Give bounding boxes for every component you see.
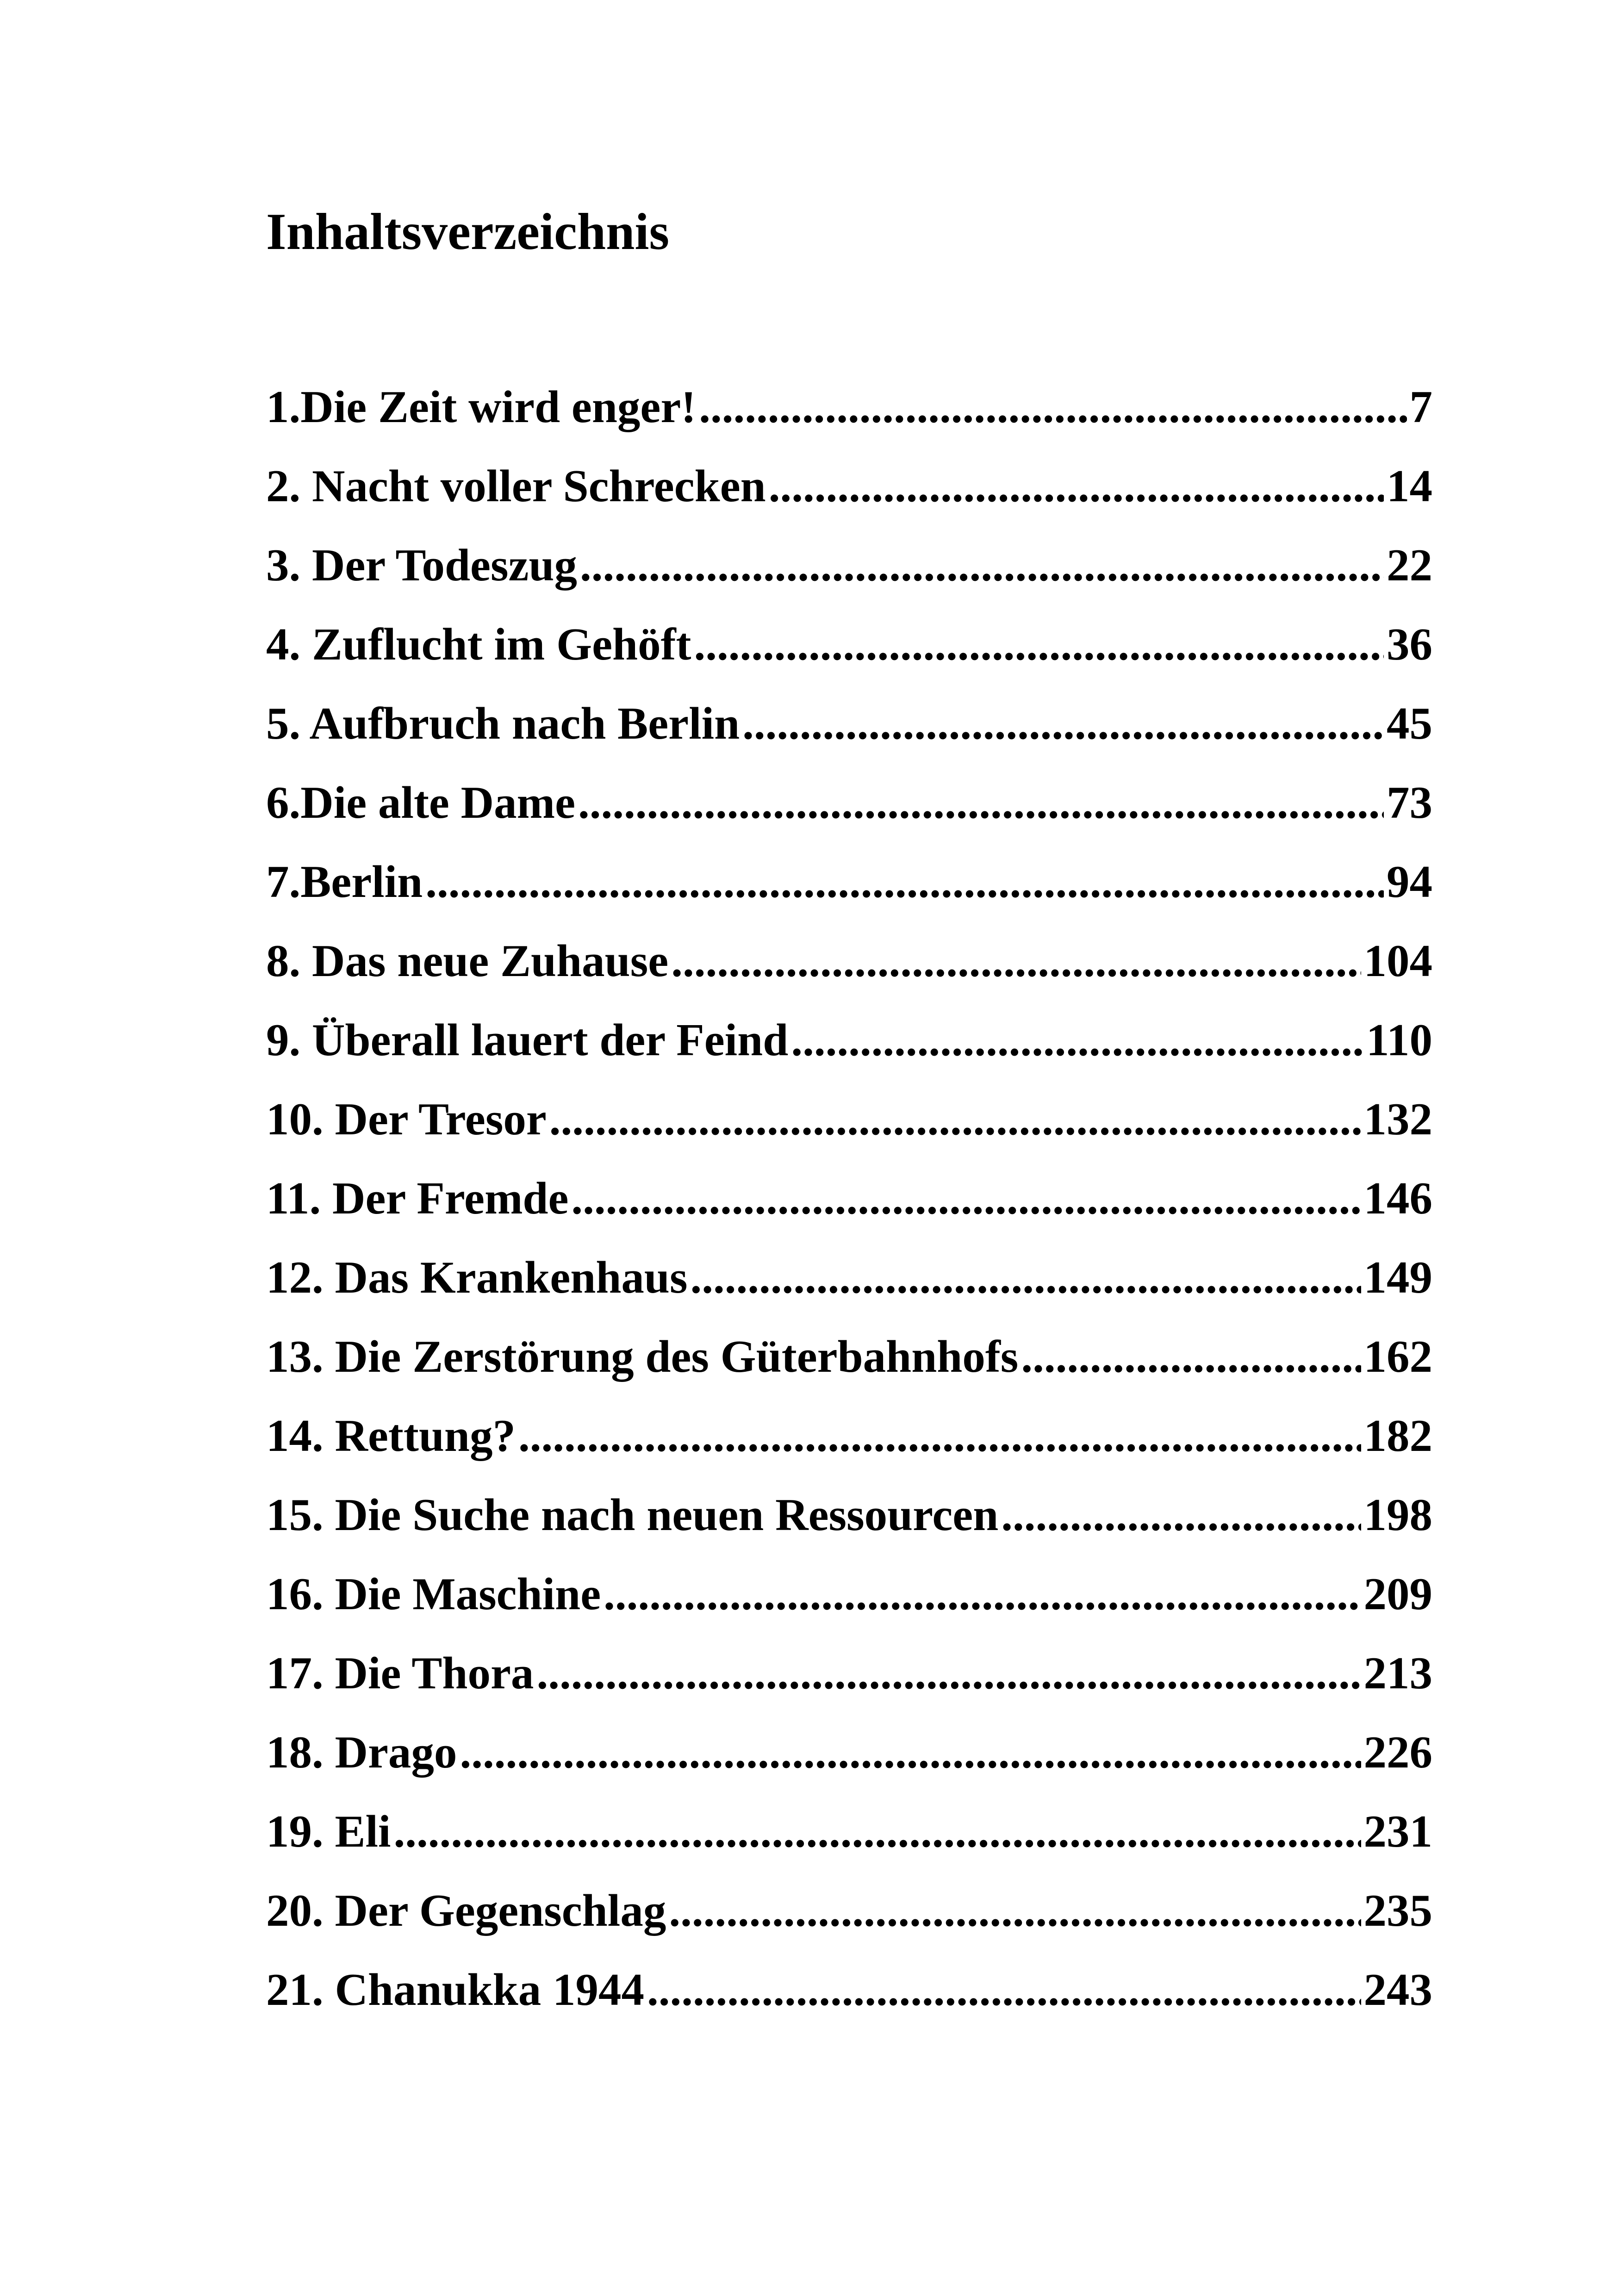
dot-leader [580, 542, 1384, 588]
toc-entry-page: 7 [1409, 384, 1432, 432]
toc-entry-label: 14. Rettung? [266, 1413, 516, 1461]
toc-entry-page: 231 [1363, 1809, 1432, 1857]
toc-entry-label: 8. Das neue Zuhause [266, 938, 669, 986]
dot-leader [578, 780, 1384, 826]
toc-title: Inhaltsverzeichnis [266, 203, 670, 261]
dot-leader [690, 1255, 1361, 1300]
toc-entry-7 [266, 859, 1432, 938]
toc-entry-page: 198 [1363, 1492, 1432, 1540]
toc-entry-2 [266, 463, 1432, 542]
toc-entry-17 [266, 1650, 1432, 1730]
toc-entry-5 [266, 701, 1432, 780]
toc-entry-9 [266, 1017, 1432, 1096]
dot-leader [518, 1413, 1361, 1459]
toc-entry-page: 235 [1363, 1888, 1432, 1936]
toc-entry-label: 15. Die Suche nach neuen Ressourcen [266, 1492, 999, 1540]
toc-entry-label: 21. Chanukka 1944 [266, 1967, 645, 2015]
toc-entry-21 [266, 1967, 1432, 2046]
toc-entry-page: 243 [1363, 1967, 1432, 2015]
toc-entry-12 [266, 1255, 1432, 1334]
toc-entry-label: 11. Der Fremde [266, 1176, 569, 1224]
dot-leader [604, 1571, 1361, 1617]
toc-entry-label: 6.Die alte Dame [266, 780, 576, 828]
toc-entry-page: 73 [1387, 780, 1432, 828]
toc-entry-page: 149 [1363, 1255, 1432, 1303]
toc-entry-3 [266, 542, 1432, 622]
dot-leader [647, 1967, 1361, 2013]
dot-leader [791, 1017, 1363, 1063]
toc-entry-label: 9. Überall lauert der Feind [266, 1017, 789, 1065]
toc-entry-page: 162 [1363, 1334, 1432, 1382]
toc-entry-page: 36 [1387, 622, 1432, 670]
toc-entry-20 [266, 1888, 1432, 1967]
toc-entry-label: 13. Die Zerstörung des Güterbahnhofs [266, 1334, 1019, 1382]
toc-entry-label: 7.Berlin [266, 859, 423, 907]
toc-entry-16 [266, 1571, 1432, 1650]
toc-entry-label: 20. Der Gegenschlag [266, 1888, 666, 1936]
toc-entry-8 [266, 938, 1432, 1017]
dot-leader [394, 1809, 1361, 1854]
toc-entry-label: 17. Die Thora [266, 1650, 534, 1699]
toc-entry-label: 1.Die Zeit wird enger! [266, 384, 697, 432]
toc-entry-page: 132 [1363, 1096, 1432, 1145]
toc-entry-label: 4. Zuflucht im Gehöft [266, 622, 691, 670]
toc-entry-page: 213 [1363, 1650, 1432, 1699]
toc-entry-page: 226 [1363, 1730, 1432, 1778]
toc-entry-page: 146 [1363, 1176, 1432, 1224]
toc-entry-page: 182 [1363, 1413, 1432, 1461]
toc-entry-label: 12. Das Krankenhaus [266, 1255, 688, 1303]
toc-entry-label: 10. Der Tresor [266, 1096, 547, 1145]
toc-entry-page: 45 [1387, 701, 1432, 749]
dot-leader [694, 622, 1384, 667]
toc-entry-18 [266, 1730, 1432, 1809]
toc-entry-page: 104 [1363, 938, 1432, 986]
toc-entry-15 [266, 1492, 1432, 1571]
toc-entry-label: 18. Drago [266, 1730, 457, 1778]
dot-leader [460, 1730, 1361, 1775]
toc-entry-page: 209 [1363, 1571, 1432, 1619]
dot-leader [671, 938, 1361, 984]
toc-entry-4 [266, 622, 1432, 701]
dot-leader [1021, 1334, 1361, 1380]
toc-entry-13 [266, 1334, 1432, 1413]
dot-leader [669, 1888, 1361, 1934]
toc-entry-page: 94 [1387, 859, 1432, 907]
dot-leader [549, 1096, 1361, 1142]
toc-entry-1 [266, 384, 1432, 463]
toc-entry-19 [266, 1809, 1432, 1888]
toc-entry-6 [266, 780, 1432, 859]
dot-leader [1001, 1492, 1361, 1538]
toc-entry-11 [266, 1176, 1432, 1255]
toc-entry-label: 2. Nacht voller Schrecken [266, 463, 766, 511]
toc-entry-14 [266, 1413, 1432, 1492]
dot-leader [425, 859, 1384, 905]
dot-leader [769, 463, 1384, 509]
toc-list [266, 384, 1432, 2046]
toc-entry-label: 5. Aufbruch nach Berlin [266, 701, 740, 749]
toc-entry-page: 22 [1387, 542, 1432, 591]
toc-entry-label: 19. Eli [266, 1809, 391, 1857]
toc-entry-page: 14 [1387, 463, 1432, 511]
dot-leader [699, 384, 1406, 430]
dot-leader [536, 1650, 1361, 1696]
dot-leader [742, 701, 1384, 747]
toc-entry-10 [266, 1096, 1432, 1176]
toc-entry-page: 110 [1366, 1017, 1432, 1065]
toc-entry-label: 16. Die Maschine [266, 1571, 601, 1619]
dot-leader [571, 1176, 1361, 1221]
toc-entry-label: 3. Der Todeszug [266, 542, 578, 591]
